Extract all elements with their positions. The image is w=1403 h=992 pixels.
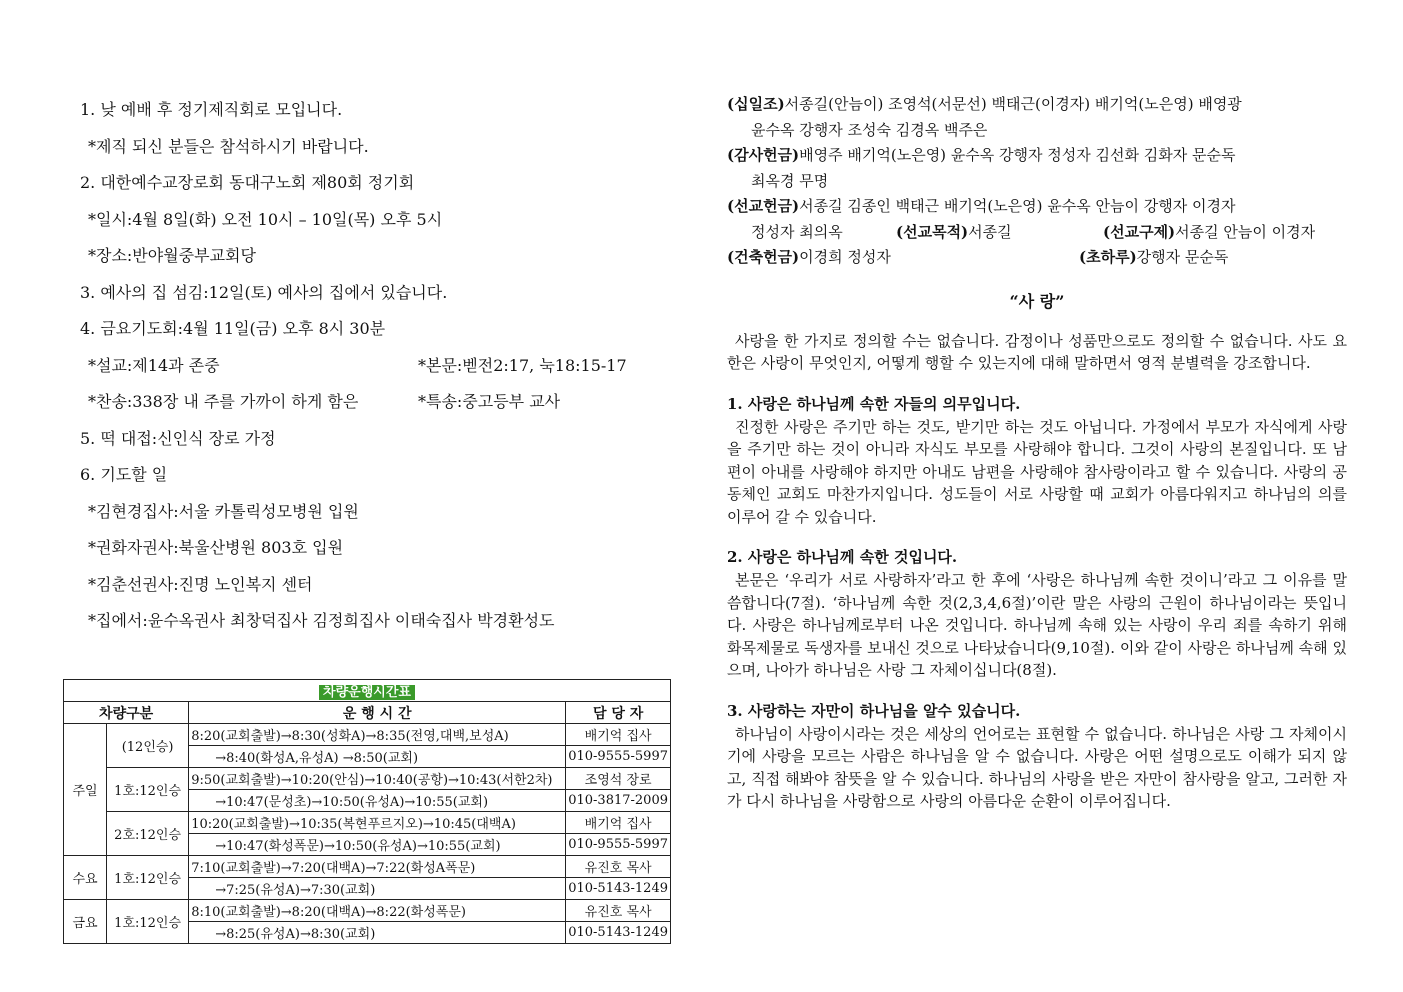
table-row: 1호:12인승 9:50(교회출발)→10:20(안심)→10:40(공항)→10:43(서한2차) 조영석 장로 bbox=[64, 768, 671, 790]
header-vehicle: 차량구분 bbox=[64, 702, 189, 724]
table-row: →10:47(문성초)→10:50(유성A)→10:55(교회) 010-3817-2009 bbox=[64, 790, 671, 812]
notice-1: 1. 낮 예배 후 정기제직회로 모입니다. bbox=[80, 100, 343, 119]
header-contact: 담 당 자 bbox=[566, 702, 671, 724]
section-1-body: 진정한 사랑은 주기만 하는 것도, 받기만 하는 것도 아닙니다. 가정에서 부모가 자식에게 사랑을 주기만 하는 것이 아니라 자식도 부모를 사랑해야 합니다. 그것이 사랑의 본질입니다. 또 남편이 아내를 사랑해야 하지만 아내도 남편을 사랑해야 참사랑이라고 할 수 있습니다. 사랑의 공동체인 교회도 마찬가지입니다. 성도들이 서로 사랑할 때 교회가 아름다워지고 하나님의 의를 이루어 갈 수 있습니다. bbox=[727, 417, 1347, 526]
notice-2-date: *일시:4월 8일(화) 오전 10시 – 10일(목) 오후 5시 bbox=[88, 209, 443, 229]
section-3-body: 하나님이 사랑이시라는 것은 세상의 언어로는 표현할 수 없습니다. 하나님은 사랑 그 자체이시기에 사랑을 모르는 사람은 하나님을 알 수 없습니다. 사랑은 어떤 설명으로도 이해가 되지 않고, 직접 해봐야 참뜻을 알 수 있습니다. 하나님의 사랑을 받은 자만이 참사랑을 알고, 그러한 자가 다시 하나님을 사랑함으로 사랑의 아름다운 순환이 이루어집니다. bbox=[727, 724, 1347, 810]
header-time: 운 행 시 간 bbox=[189, 702, 566, 724]
scripture: *본문:벧전2:17, 눅18:15-17 bbox=[418, 355, 627, 375]
table-row: 금요 1호:12인승 8:10(교회출발)→8:20(대백A)→8:22(화성폭문) 유진호 목사 bbox=[64, 900, 671, 922]
announcements bbox=[62, 92, 672, 640]
section-1-heading: 1. 사랑은 하나님께 속한 자들의 의무입니다. bbox=[727, 394, 1021, 413]
notice-6: 6. 기도할 일 bbox=[80, 465, 168, 484]
sermon-topic: *설교:제14과 존중 bbox=[88, 355, 220, 375]
offering-building: (건축헌금)이경희 정성자 (초하루)강행자 문순독 bbox=[727, 248, 1229, 266]
offering-mission-cont: 정성자 최의옥 (선교목적)서종길 (선교구제)서종길 안늠이 이경자 bbox=[751, 222, 1316, 241]
table-row: 주일 (12인승) 8:20(교회출발)→8:30(성화A)→8:35(전영,대백,보성A) 배기억 집사 bbox=[64, 724, 671, 746]
prayer-3: *김춘선권사:진명 노인복지 센터 bbox=[88, 574, 313, 594]
section-2-heading: 2. 사랑은 하나님께 속한 것입니다. bbox=[727, 548, 958, 566]
section-3-heading: 3. 사랑하는 자만이 하나님을 알수 있습니다. bbox=[727, 701, 1021, 720]
notice-1-detail: *제직 되신 분들은 참석하시기 바랍니다. bbox=[88, 136, 369, 156]
table-row: 2호:12인승 10:20(교회출발)→10:35(복현푸르지오)→10:45(대백A) 배기억 집사 bbox=[64, 812, 671, 834]
table-row: 수요 1호:12인승 7:10(교회출발)→7:20(대백A)→7:22(화성A폭문) 유진호 목사 bbox=[64, 856, 671, 878]
offering-thanks-cont: 최옥경 무명 bbox=[751, 171, 829, 190]
table-row: →7:25(유성A)→7:30(교회) 010-5143-1249 bbox=[64, 878, 671, 900]
notice-3: 3. 예사의 집 섬김:12일(토) 예사의 집에서 있습니다. bbox=[80, 282, 448, 302]
bus-schedule-table bbox=[63, 679, 671, 944]
prayer-2: *권화자권사:북울산병원 803호 입원 bbox=[88, 538, 344, 557]
notice-2-place: *장소:반야월중부교회당 bbox=[88, 246, 256, 265]
prayer-4: *집에서:윤수옥권사 최창덕집사 김정희집사 이태숙집사 박경환성도 bbox=[88, 611, 555, 630]
offering-tithe-cont: 윤수옥 강행자 조성숙 김경옥 백주은 bbox=[751, 120, 988, 139]
sermon-intro: 사랑을 한 가지로 정의할 수는 없습니다. 감정이나 성품만으로도 정의할 수 없습니다. 사도 요한은 사랑이 무엇인지, 어떻게 행할 수 있는지에 대해 말하면서 영적 분별력을 강조합니다. bbox=[727, 331, 1347, 372]
notice-2: 2. 대한예수교장로회 동대구노회 제80회 정기회 bbox=[80, 173, 415, 192]
notice-4: 4. 금요기도회:4월 11일(금) 오후 8시 30분 bbox=[80, 319, 386, 338]
table-row: →8:40(화성A,유성A) →8:50(교회) 010-9555-5997 bbox=[64, 746, 671, 768]
offering-tithe: (십일조)서종길(안늠이) 조영석(서문선) 백태근(이경자) 배기억(노은영) 배영광 bbox=[727, 95, 1242, 113]
table-row: →8:25(유성A)→8:30(교회) 010-5143-1249 bbox=[64, 922, 671, 944]
prayer-1: *김현경집사:서울 카톨릭성모병원 입원 bbox=[88, 501, 359, 521]
section-2-body: 본문은 ‘우리가 서로 사랑하자’라고 한 후에 ‘사랑은 하나님께 속한 것이니’라고 그 이유를 말씀합니다(7절). ‘하나님께 속한 것(2,3,4,6절)’이란 말은 사랑의 근원이 하나님이라는 뜻입니다. 사랑은 하나님께로부터 나온 것입니다. 하나님께 속해 있는 사랑이 우리 죄를 속하기 위해 화목제물로 독생자를 보내신 것으로 나타났습니다(9,10절). 이와 같이 사랑은 하나님께 속해 있으며, 나아가 하나님은 사랑 그 자체이십니다(8절). bbox=[727, 571, 1347, 679]
hymn: *찬송:338장 내 주를 가까이 하게 함은 bbox=[88, 392, 359, 411]
bus-schedule-title: 차량운행시간표 bbox=[319, 685, 415, 700]
special-song: *특송:중고등부 교사 bbox=[418, 392, 561, 411]
offering-mission: (선교헌금)서종길 김종인 백태근 배기억(노은영) 윤수옥 안늠이 강행자 이경자 bbox=[727, 197, 1236, 215]
offering-thanks: (감사헌금)배영주 배기억(노은영) 윤수옥 강행자 정성자 김선화 김화자 문순독 bbox=[727, 146, 1236, 164]
day-wednesday: 수요 bbox=[64, 856, 107, 900]
day-friday: 금요 bbox=[64, 900, 107, 944]
notice-4-row-2 bbox=[62, 384, 672, 421]
day-sunday: 주일 bbox=[64, 724, 107, 856]
notice-4-row-1 bbox=[62, 348, 672, 385]
right-column bbox=[727, 92, 1347, 813]
sermon-title: “사 랑” bbox=[1009, 291, 1065, 311]
notice-5: 5. 떡 대접:신인식 장로 가정 bbox=[80, 428, 276, 448]
table-row: →10:47(화성폭문)→10:50(유성A)→10:55(교회) 010-9555-5997 bbox=[64, 834, 671, 856]
